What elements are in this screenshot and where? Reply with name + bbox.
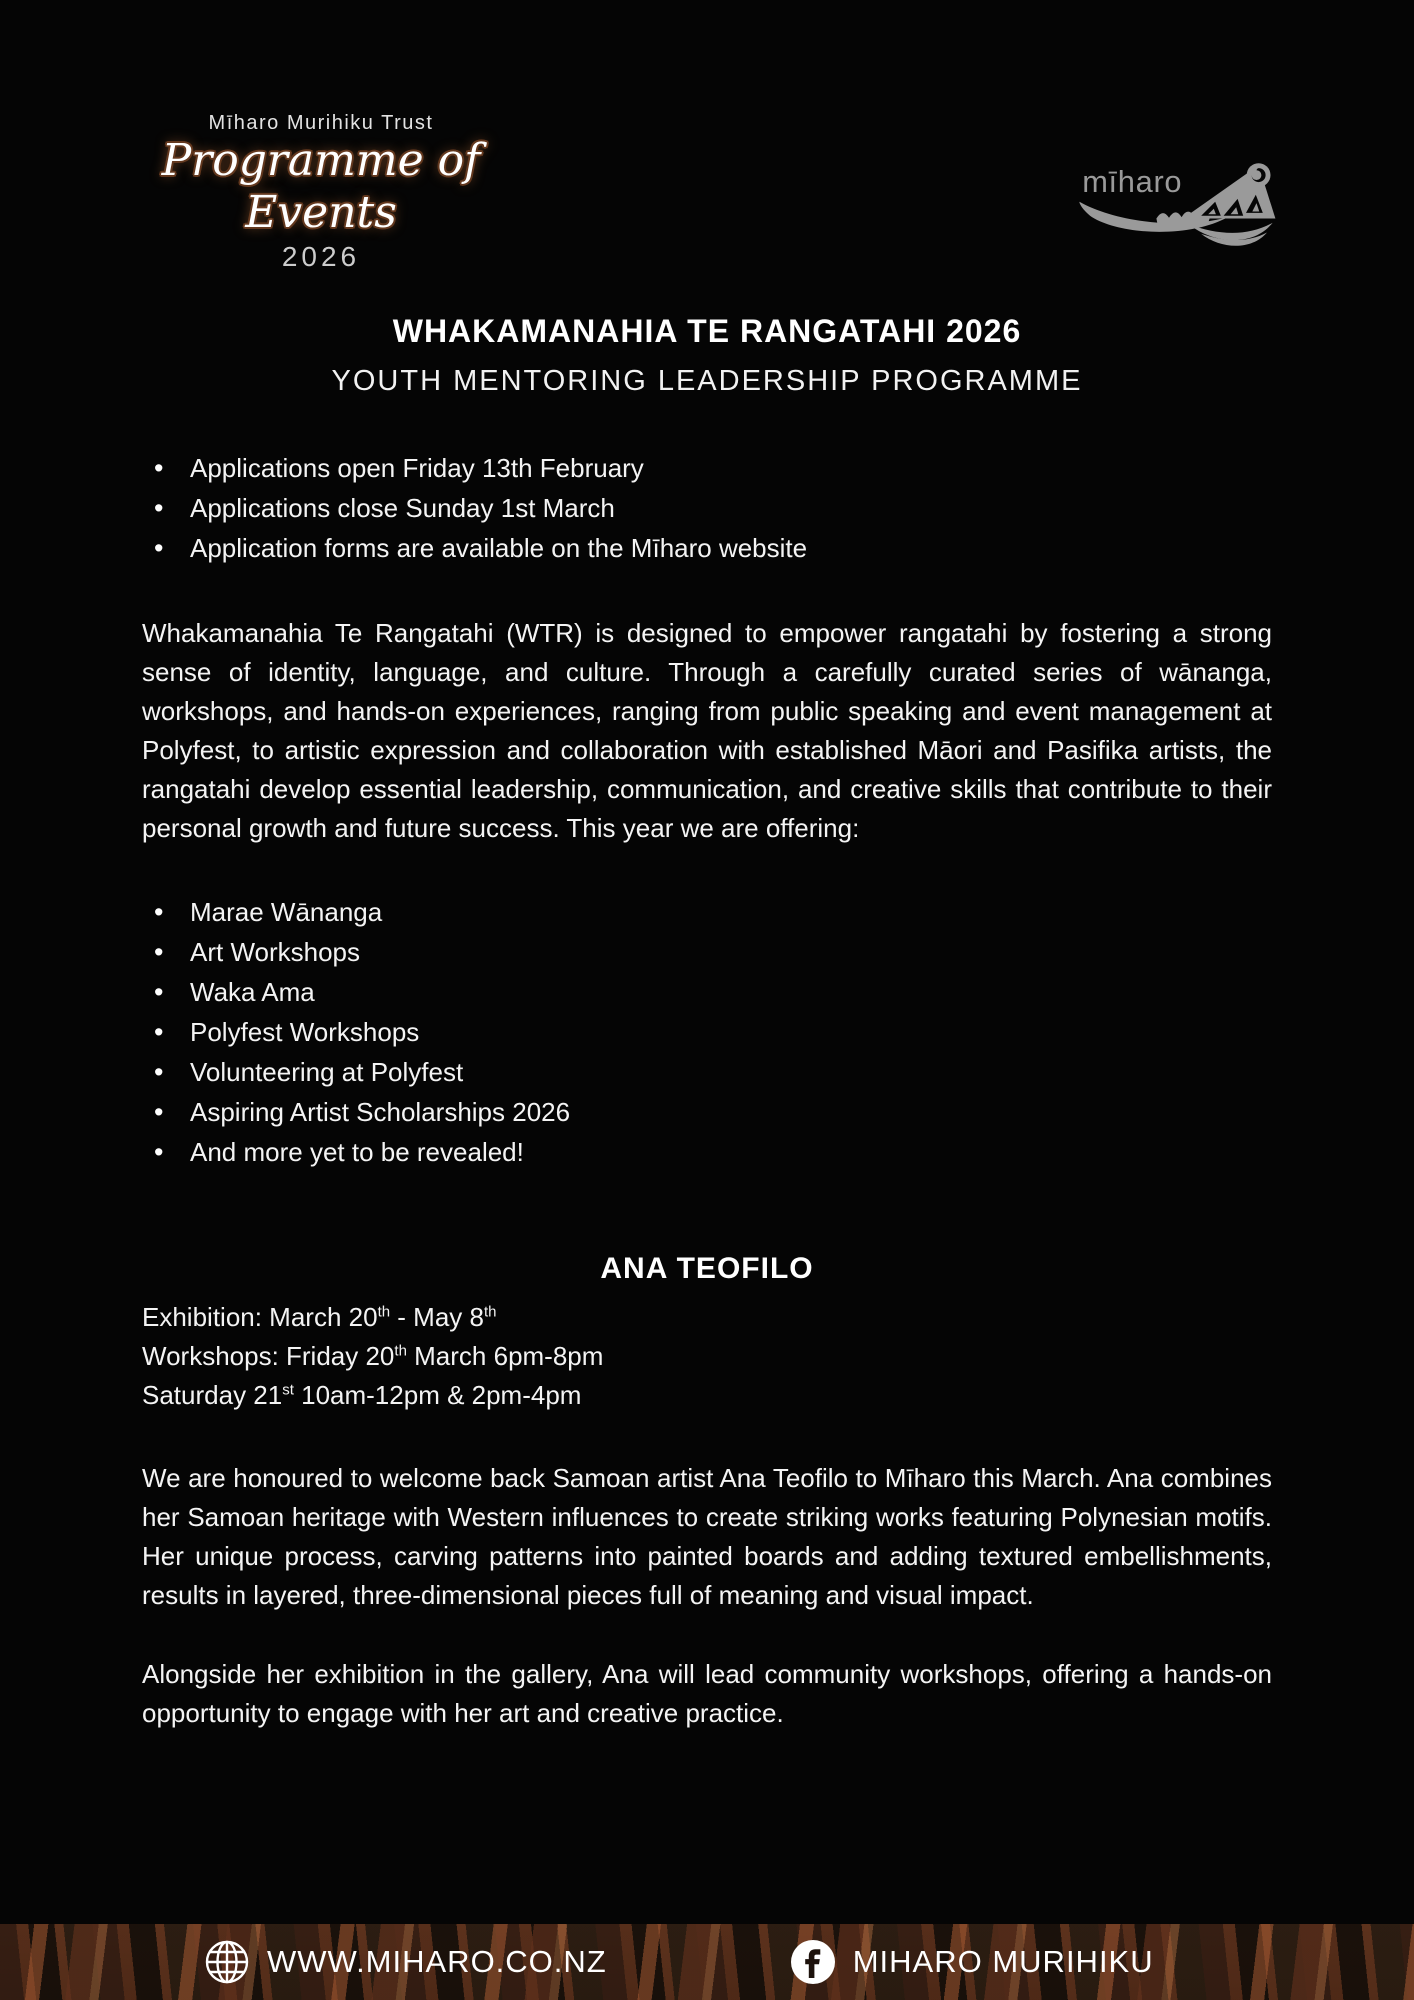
programme-description: Whakamanahia Te Rangatahi (WTR) is designed to empower rangatahi by fostering a strong sense of identity, language, and culture. Through a carefully curated series of wānanga, workshops, and hands-on experiences, ranging from public speaking and event management at Polyfest, to artistic expression and collaboration with established Māori and Pasifika artists, the rangatahi develop essential leadership, communication, and creative skills that contribute to their personal growth and future success. This year we are offering: bbox=[142, 618, 1272, 843]
artist-paragraph-1: We are honoured to welcome back Samoan artist Ana Teofilo to Mīharo this March. Ana combines her Samoan heritage with Western influences to create striking works featuring Polynesian motifs. Her unique process, carving patterns into painted boards and adding textured embellishments, results in layered, three-dimensional pieces full of meaning and visual impact. bbox=[142, 1463, 1272, 1610]
artist-paragraph-2: Alongside her exhibition in the gallery, Ana will lead community workshops, offering a hands-on opportunity to engage with her art and creative practice. bbox=[142, 1659, 1272, 1728]
programme-script-title: Programme of Events bbox=[161, 135, 481, 238]
facebook-label: MIHARO MURIHIKU bbox=[852, 1944, 1154, 1979]
brand-block bbox=[103, 112, 539, 273]
logo-wordmark: mīharo bbox=[1082, 163, 1183, 199]
trust-name: Mīharo Murihiku Trust bbox=[208, 112, 434, 134]
artist-title: ANA TEOFILO bbox=[600, 1252, 814, 1285]
schedule-line-exhibition bbox=[142, 1298, 1272, 1337]
ordinal-suffix: th bbox=[377, 1303, 391, 1321]
application-dates-list bbox=[142, 448, 1272, 568]
miharo-logo bbox=[1078, 146, 1288, 256]
list-item: • Marae Wānanga bbox=[142, 892, 1272, 932]
ordinal-suffix: th bbox=[394, 1342, 407, 1360]
website-label: WWW.MIHARO.CO.NZ bbox=[267, 1944, 607, 1979]
ordinal-suffix: th bbox=[484, 1303, 497, 1321]
facebook-link[interactable] bbox=[789, 1938, 1154, 1986]
list-item: • Art Workshops bbox=[142, 932, 1272, 972]
schedule-text: Exhibition: March 20 bbox=[142, 1302, 378, 1332]
list-item: • And more yet to be revealed! bbox=[142, 1132, 1272, 1172]
schedule-text: - May 8 bbox=[390, 1302, 484, 1332]
list-item: • Aspiring Artist Scholarships 2026 bbox=[142, 1092, 1272, 1132]
list-item: • Volunteering at Polyfest bbox=[142, 1052, 1272, 1092]
website-link[interactable] bbox=[203, 1938, 607, 1986]
fern-koru-icon bbox=[1078, 146, 1288, 256]
offerings-list bbox=[142, 892, 1272, 1172]
schedule-text: March 6pm-8pm bbox=[406, 1341, 604, 1371]
schedule-line-workshops bbox=[142, 1337, 1272, 1376]
programme-subtitle: YOUTH MENTORING LEADERSHIP PROGRAMME bbox=[331, 365, 1083, 397]
globe-icon bbox=[203, 1938, 251, 1986]
programme-year: 2026 bbox=[281, 241, 361, 272]
artist-schedule bbox=[142, 1298, 1272, 1415]
list-item: • Application forms are available on the Mīharo website bbox=[142, 528, 1272, 568]
footer-banner bbox=[0, 1924, 1414, 2000]
programme-title: WHAKAMANAHIA TE RANGATAHI 2026 bbox=[392, 313, 1022, 349]
schedule-line-saturday bbox=[142, 1376, 1272, 1415]
schedule-text: 10am-12pm & 2pm-4pm bbox=[293, 1380, 582, 1410]
list-item: • Applications close Sunday 1st March bbox=[142, 488, 1272, 528]
facebook-icon bbox=[789, 1938, 837, 1986]
ordinal-suffix: st bbox=[282, 1381, 294, 1399]
list-item: • Applications open Friday 13th February bbox=[142, 448, 1272, 488]
schedule-text: Workshops: Friday 20 bbox=[142, 1341, 395, 1371]
schedule-text: Saturday 21 bbox=[142, 1380, 283, 1410]
list-item: • Waka Ama bbox=[142, 972, 1272, 1012]
list-item: • Polyfest Workshops bbox=[142, 1012, 1272, 1052]
